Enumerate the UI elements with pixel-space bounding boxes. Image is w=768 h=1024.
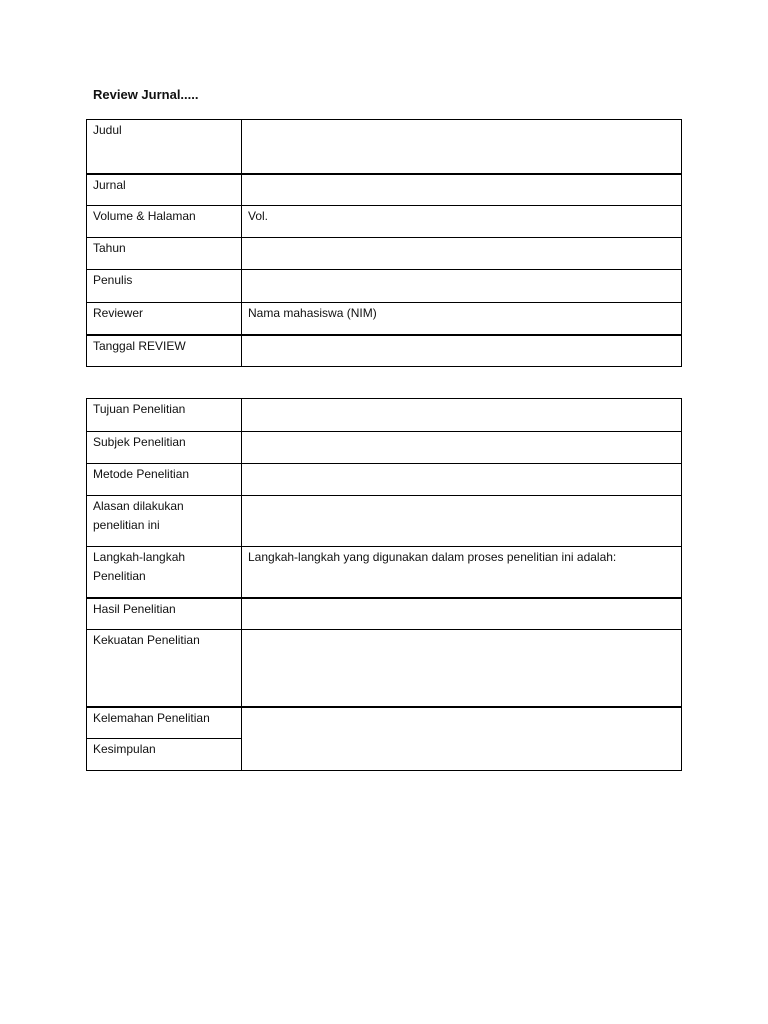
row-value-alasan[interactable] bbox=[242, 496, 682, 547]
table-row bbox=[87, 707, 682, 739]
row-value-volume[interactable]: Vol. bbox=[242, 206, 682, 238]
table-row bbox=[87, 303, 682, 335]
row-value-tujuan[interactable] bbox=[242, 399, 682, 432]
row-value-reviewer[interactable]: Nama mahasiswa (NIM) bbox=[242, 303, 682, 335]
row-label-subjek: Subjek Penelitian bbox=[87, 432, 242, 464]
row-label-jurnal: Jurnal bbox=[87, 174, 242, 206]
table-row bbox=[87, 120, 682, 174]
table-row bbox=[87, 399, 682, 432]
row-label-reviewer: Reviewer bbox=[87, 303, 242, 335]
table-row bbox=[87, 598, 682, 630]
row-value-hasil[interactable] bbox=[242, 598, 682, 630]
row-value-penulis[interactable] bbox=[242, 270, 682, 303]
row-label-alasan: Alasan dilakukan penelitian ini bbox=[87, 496, 242, 547]
table-row bbox=[87, 630, 682, 707]
analysis-table bbox=[86, 398, 682, 771]
row-value-subjek[interactable] bbox=[242, 432, 682, 464]
row-label-volume: Volume & Halaman bbox=[87, 206, 242, 238]
table-row bbox=[87, 270, 682, 303]
table-row bbox=[87, 496, 682, 547]
row-value-tanggal-review[interactable] bbox=[242, 335, 682, 367]
row-label-kelemahan: Kelemahan Penelitian bbox=[87, 707, 242, 739]
row-label-metode: Metode Penelitian bbox=[87, 464, 242, 496]
table-row bbox=[87, 335, 682, 367]
journal-info-table bbox=[86, 119, 682, 367]
row-label-penulis: Penulis bbox=[87, 270, 242, 303]
row-label-kesimpulan: Kesimpulan bbox=[87, 739, 242, 771]
row-value-tahun[interactable] bbox=[242, 238, 682, 270]
row-label-hasil: Hasil Penelitian bbox=[87, 598, 242, 630]
row-value-judul[interactable] bbox=[242, 120, 682, 174]
row-label-judul: Judul bbox=[87, 120, 242, 174]
row-label-tujuan: Tujuan Penelitian bbox=[87, 399, 242, 432]
table-row bbox=[87, 238, 682, 270]
row-value-jurnal[interactable] bbox=[242, 174, 682, 206]
row-label-kekuatan: Kekuatan Penelitian bbox=[87, 630, 242, 707]
table-row bbox=[87, 547, 682, 598]
table-row bbox=[87, 464, 682, 496]
document-title: Review Jurnal..... bbox=[93, 87, 199, 102]
row-label-langkah: Langkah-langkah Penelitian bbox=[87, 547, 242, 598]
row-value-kekuatan[interactable] bbox=[242, 630, 682, 707]
row-label-tanggal-review: Tanggal REVIEW bbox=[87, 335, 242, 367]
table-row bbox=[87, 432, 682, 464]
table-row bbox=[87, 206, 682, 238]
row-value-langkah[interactable]: Langkah-langkah yang digunakan dalam proses penelitian ini adalah: bbox=[242, 547, 682, 598]
row-value-kelemahan-kesimpulan[interactable] bbox=[242, 707, 682, 771]
row-value-metode[interactable] bbox=[242, 464, 682, 496]
table-row bbox=[87, 174, 682, 206]
row-label-tahun: Tahun bbox=[87, 238, 242, 270]
